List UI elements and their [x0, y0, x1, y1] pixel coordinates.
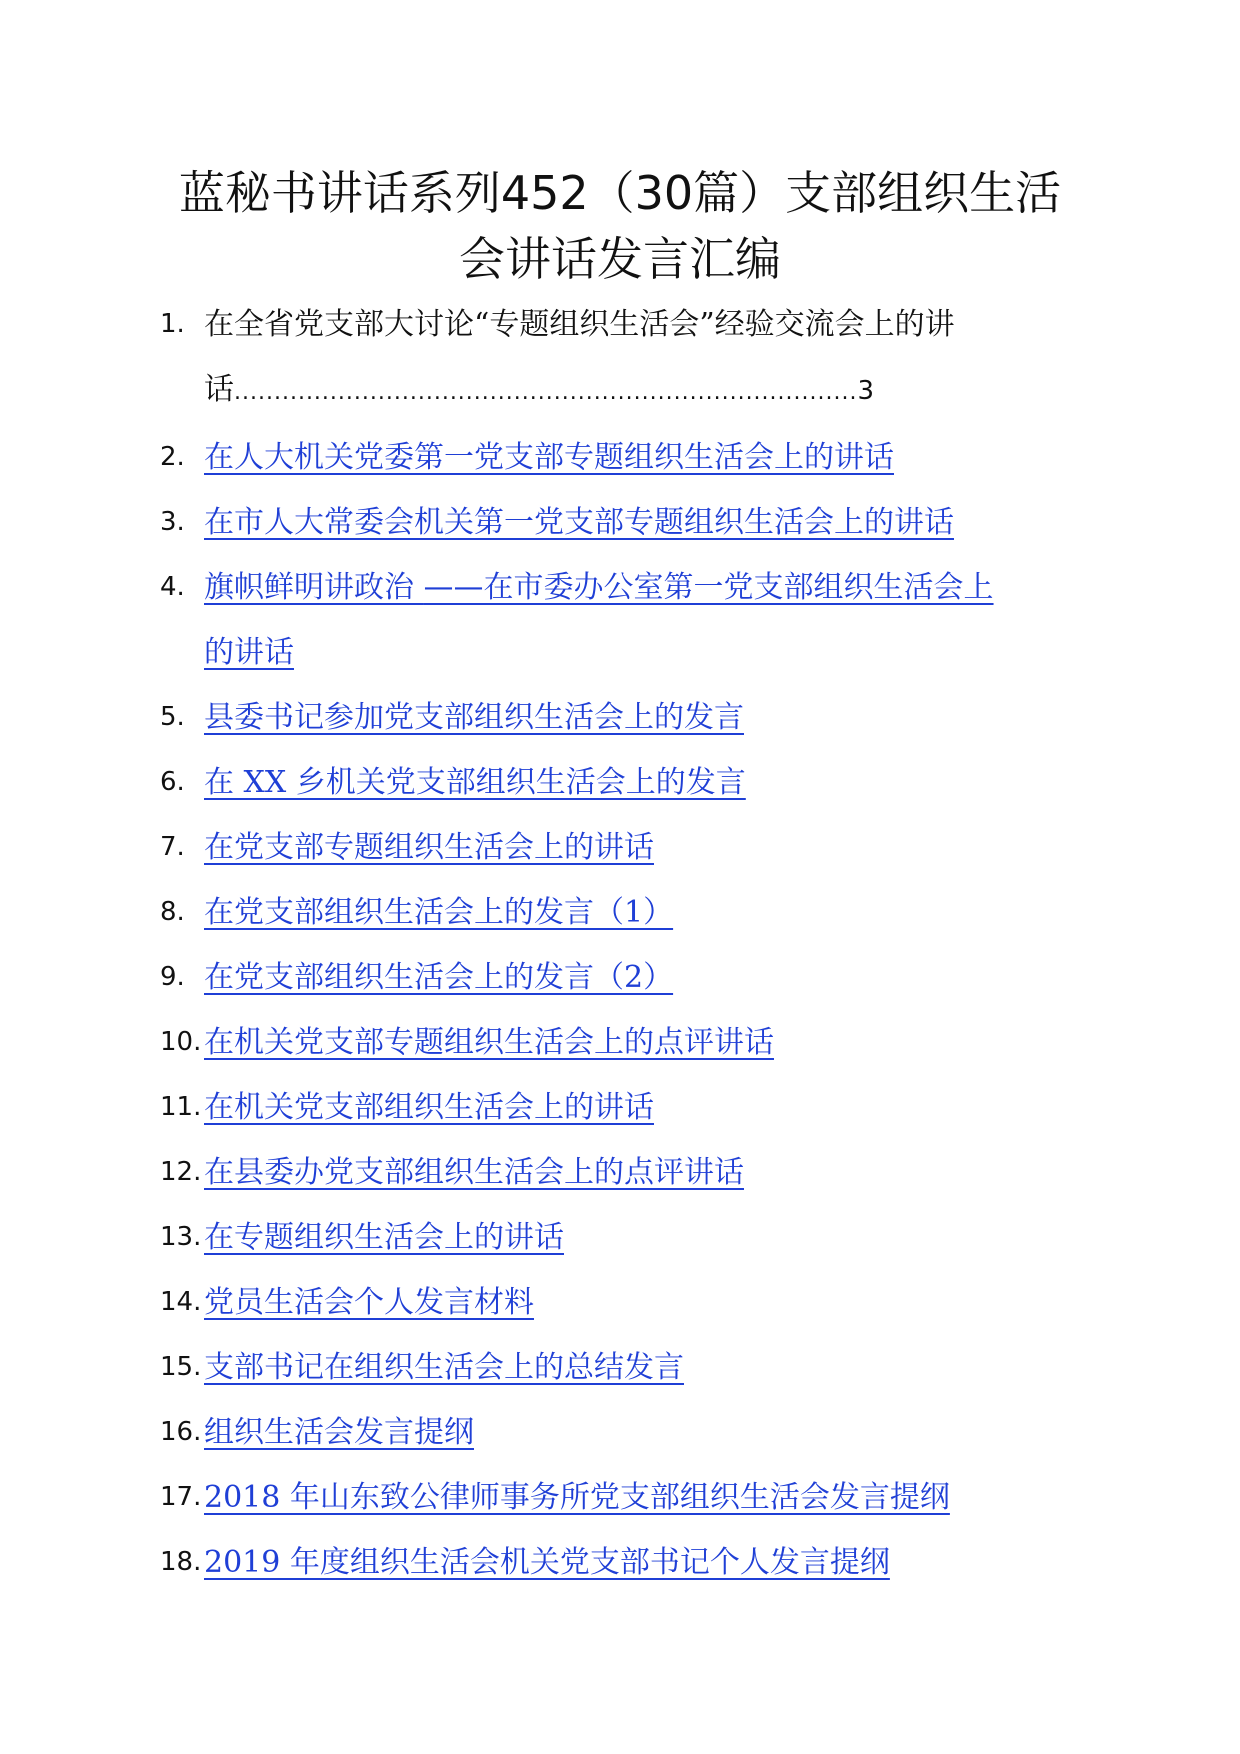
toc-item-number: 7. — [160, 832, 185, 862]
toc-link-part-1: 旗帜鲜明讲政治 — [204, 570, 424, 605]
toc-item-16 — [160, 1400, 1100, 1465]
toc-item-number: 3. — [160, 507, 185, 537]
toc-item-number: 6. — [160, 767, 185, 797]
toc-item-text: 在全省党支部大讨论“专题组织生活会”经验交流会上的讲 — [204, 307, 955, 342]
toc-item-number: 11. — [160, 1092, 202, 1122]
toc-item-number: 1. — [160, 309, 185, 339]
toc-link[interactable]: 在党支部组织生活会上的发言（1） — [204, 895, 674, 930]
toc-item-9 — [160, 945, 1100, 1010]
toc-link[interactable]: 支部书记在组织生活会上的总结发言 — [204, 1350, 684, 1385]
toc-item-number: 4. — [160, 572, 185, 602]
toc-link[interactable]: 在 XX 乡机关党支部组织生活会上的发言 — [204, 765, 746, 800]
toc-link[interactable]: 在党支部组织生活会上的发言（2） — [204, 960, 674, 995]
toc-item-15 — [160, 1335, 1100, 1400]
toc-item-number: 2. — [160, 442, 185, 472]
toc-item-3 — [160, 490, 1100, 555]
toc-item-number: 10. — [160, 1027, 202, 1057]
title-line-2: 会讲话发言汇编 — [459, 232, 781, 286]
toc-item-number: 17. — [160, 1482, 202, 1512]
toc-item-10 — [160, 1010, 1100, 1075]
toc-item-11 — [160, 1075, 1100, 1140]
toc-link[interactable]: 在县委办党支部组织生活会上的点评讲话 — [204, 1155, 744, 1190]
table-of-contents — [160, 292, 1100, 1595]
toc-item-4 — [160, 555, 1100, 685]
toc-item-13 — [160, 1205, 1100, 1270]
toc-link[interactable]: 在市人大常委会机关第一党支部专题组织生活会上的讲话 — [204, 505, 954, 540]
toc-item-number: 14. — [160, 1287, 202, 1317]
toc-item-14 — [160, 1270, 1100, 1335]
toc-link[interactable]: 2018 年山东致公律师事务所党支部组织生活会发言提纲 — [204, 1480, 950, 1515]
toc-item-number: 13. — [160, 1222, 202, 1252]
toc-item-number: 12. — [160, 1157, 202, 1187]
toc-link[interactable]: 党员生活会个人发言材料 — [204, 1285, 534, 1320]
toc-item-number: 15. — [160, 1352, 202, 1382]
toc-item-17 — [160, 1465, 1100, 1530]
toc-item-12 — [160, 1140, 1100, 1205]
toc-item-7 — [160, 815, 1100, 880]
toc-link[interactable]: 在机关党支部专题组织生活会上的点评讲话 — [204, 1025, 774, 1060]
toc-link-part-2: ——在市委办公室第一党支部组织生活会上 — [423, 570, 994, 605]
toc-link[interactable]: 在机关党支部组织生活会上的讲话 — [204, 1090, 654, 1125]
toc-link[interactable]: 在人大机关党委第一党支部专题组织生活会上的讲话 — [204, 440, 894, 475]
toc-item-text-continued: 话 — [204, 372, 234, 407]
title-line-1: 蓝秘书讲话系列452（30篇）支部组织生活 — [178, 166, 1062, 220]
toc-item-number: 18. — [160, 1547, 202, 1577]
toc-item-number: 9. — [160, 962, 185, 992]
toc-item-2 — [160, 425, 1100, 490]
toc-dot-leader: .............................................................................. — [234, 380, 858, 405]
toc-item-5 — [160, 685, 1100, 750]
toc-link-part-3: 的讲话 — [204, 635, 294, 670]
toc-item-number: 8. — [160, 897, 185, 927]
toc-item-number: 16. — [160, 1417, 202, 1447]
toc-link[interactable]: 组织生活会发言提纲 — [204, 1415, 474, 1450]
toc-item-1 — [160, 292, 1100, 425]
toc-item-18 — [160, 1530, 1100, 1595]
toc-item-number: 5. — [160, 702, 185, 732]
document-title — [140, 160, 1100, 292]
toc-link[interactable]: 在专题组织生活会上的讲话 — [204, 1220, 564, 1255]
toc-link[interactable]: 县委书记参加党支部组织生活会上的发言 — [204, 700, 744, 735]
toc-link[interactable] — [204, 570, 994, 670]
toc-item-8 — [160, 880, 1100, 945]
toc-item-6 — [160, 750, 1100, 815]
toc-link[interactable]: 在党支部专题组织生活会上的讲话 — [204, 830, 654, 865]
toc-link[interactable]: 2019 年度组织生活会机关党支部书记个人发言提纲 — [204, 1545, 890, 1580]
toc-page-number: 3 — [857, 376, 875, 406]
